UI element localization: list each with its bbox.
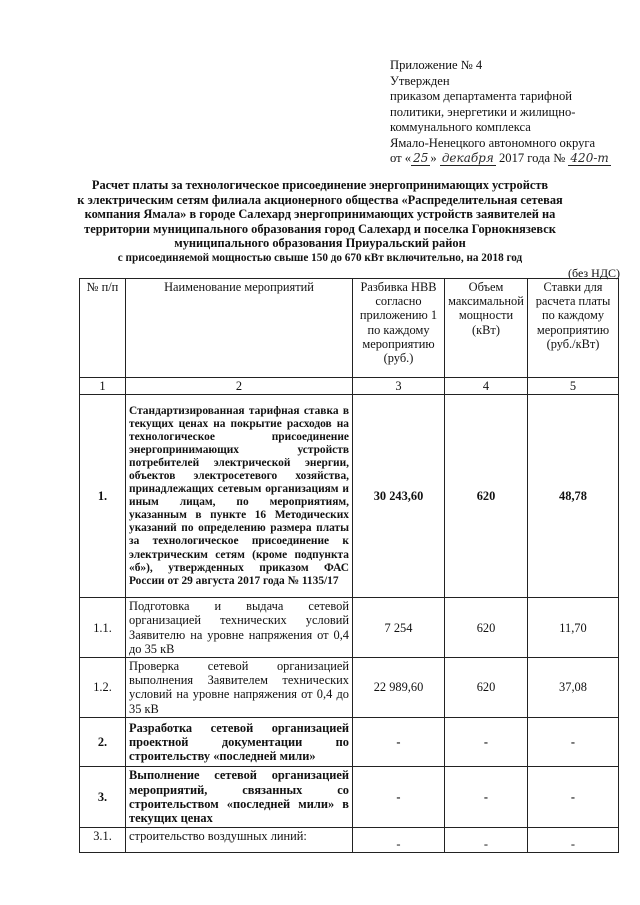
title-line: компания Ямала» в городе Салехард энергопринимающих устройств заявителей на [84, 207, 556, 222]
handwritten-number: 420-т [570, 151, 609, 165]
header-power: Объем максимальной мощности (кВт) [445, 279, 528, 378]
row-nvv: - [353, 827, 445, 852]
approval-date-line [390, 151, 630, 167]
row-nvv: - [353, 766, 445, 827]
fee-table [79, 278, 619, 853]
row-nvv: - [353, 717, 445, 766]
table-row [80, 658, 619, 718]
row-power: - [445, 717, 528, 766]
row-power: 620 [445, 395, 528, 598]
row-nvv: 7 254 [353, 598, 445, 658]
table-row [80, 717, 619, 766]
header-name: Наименование мероприятий [126, 279, 353, 378]
row-name: Стандартизированная тарифная ставка в текущих ценах на покрытие расходов на технологическое присоединение энергопринимающих устройств потребителей электрической энергии, объектов электросетевого хозяйства, принадлежащих сетевым организациям и иным лицам, по мероприятиям, указанным в пункте 16 Методических указаний по определению размера платы за технологическое присоединение к электрическим сетям (кроме подпункта «б»), утвержденных приказом ФАС России от 29 августа 2017 года № 1135/17 [126, 395, 353, 598]
row-power: - [445, 827, 528, 852]
date-suffix: 2017 года № [498, 151, 566, 165]
table-row [80, 598, 619, 658]
row-rate: - [528, 827, 619, 852]
row-num: 2. [80, 717, 126, 766]
row-name: Подготовка и выдача сетевой организацией технических условий Заявителю на уровне напряжения от 0,4 до 35 кВ [126, 598, 353, 658]
header-num: № п/п [80, 279, 126, 378]
row-name: Проверка сетевой организацией выполнения Заявителем технических условий на уровне напряжения от 0,4 до 35 кВ [126, 658, 353, 718]
title-line: с присоединяемой мощностью свыше 150 до 670 кВт включительно, на 2018 год [117, 251, 523, 264]
row-power: 620 [445, 658, 528, 718]
title-line: к электрическим сетям филиала акционерного общества «Распределительная сетевая [77, 192, 563, 207]
appendix-number: Приложение № 4 [390, 58, 483, 72]
row-rate: 48,78 [528, 395, 619, 598]
row-rate: - [528, 717, 619, 766]
row-num: 1. [80, 395, 126, 598]
approval-order-line: коммунального комплекса [390, 120, 531, 134]
title-line: Расчет платы за технологическое присоединение энергопринимающих устройств [91, 178, 549, 192]
column-number: 2 [126, 378, 353, 395]
row-num: 3. [80, 766, 126, 827]
row-rate: 11,70 [528, 598, 619, 658]
column-number: 3 [353, 378, 445, 395]
table-row [80, 395, 619, 598]
document-title [70, 178, 570, 266]
row-name: Разработка сетевой организацией проектной документации по строительству «последней мили» [126, 717, 353, 766]
vat-note: (без НДС) [568, 266, 621, 280]
row-power: - [445, 766, 528, 827]
column-number: 5 [528, 378, 619, 395]
header-nvv: Разбивка НВВ согласно приложению 1 по каждому мероприятию (руб.) [353, 279, 445, 378]
approved-label: Утвержден [390, 73, 450, 88]
column-number-row [80, 378, 619, 395]
table-header-row [80, 279, 619, 378]
row-name: Выполнение сетевой организацией мероприятий, связанных со строительством «последней мили» в текущих ценах [126, 766, 353, 827]
row-power: 620 [445, 598, 528, 658]
row-nvv: 30 243,60 [353, 395, 445, 598]
row-num: 1.2. [80, 658, 126, 718]
row-rate: - [528, 766, 619, 827]
approval-order-line: приказом департамента тарифной [390, 89, 572, 103]
table-row [80, 766, 619, 827]
row-num: 3.1. [80, 827, 126, 852]
handwritten-month: декабря [441, 151, 494, 165]
row-num: 1.1. [80, 598, 126, 658]
column-number: 4 [445, 378, 528, 395]
title-line: территории муниципального образования город Салехард и поселка Горнокнязевск [84, 221, 556, 236]
approval-order-line: Ямало-Ненецкого автономного округа [390, 135, 596, 150]
header-rate: Ставки для расчета платы по каждому мероприятию (руб./кВт) [528, 279, 619, 378]
row-rate: 37,08 [528, 658, 619, 718]
approval-order-line: политики, энергетики и жилищно- [390, 104, 576, 119]
handwritten-day: 25 [413, 151, 429, 165]
date-prefix: от « [390, 151, 412, 165]
date-mid: » [430, 151, 437, 165]
table-row [80, 827, 619, 852]
title-line: муниципального образования Приуральский район [174, 236, 466, 251]
row-name: строительство воздушных линий: [126, 827, 353, 852]
column-number: 1 [80, 378, 126, 395]
approval-block [390, 58, 630, 167]
row-nvv: 22 989,60 [353, 658, 445, 718]
